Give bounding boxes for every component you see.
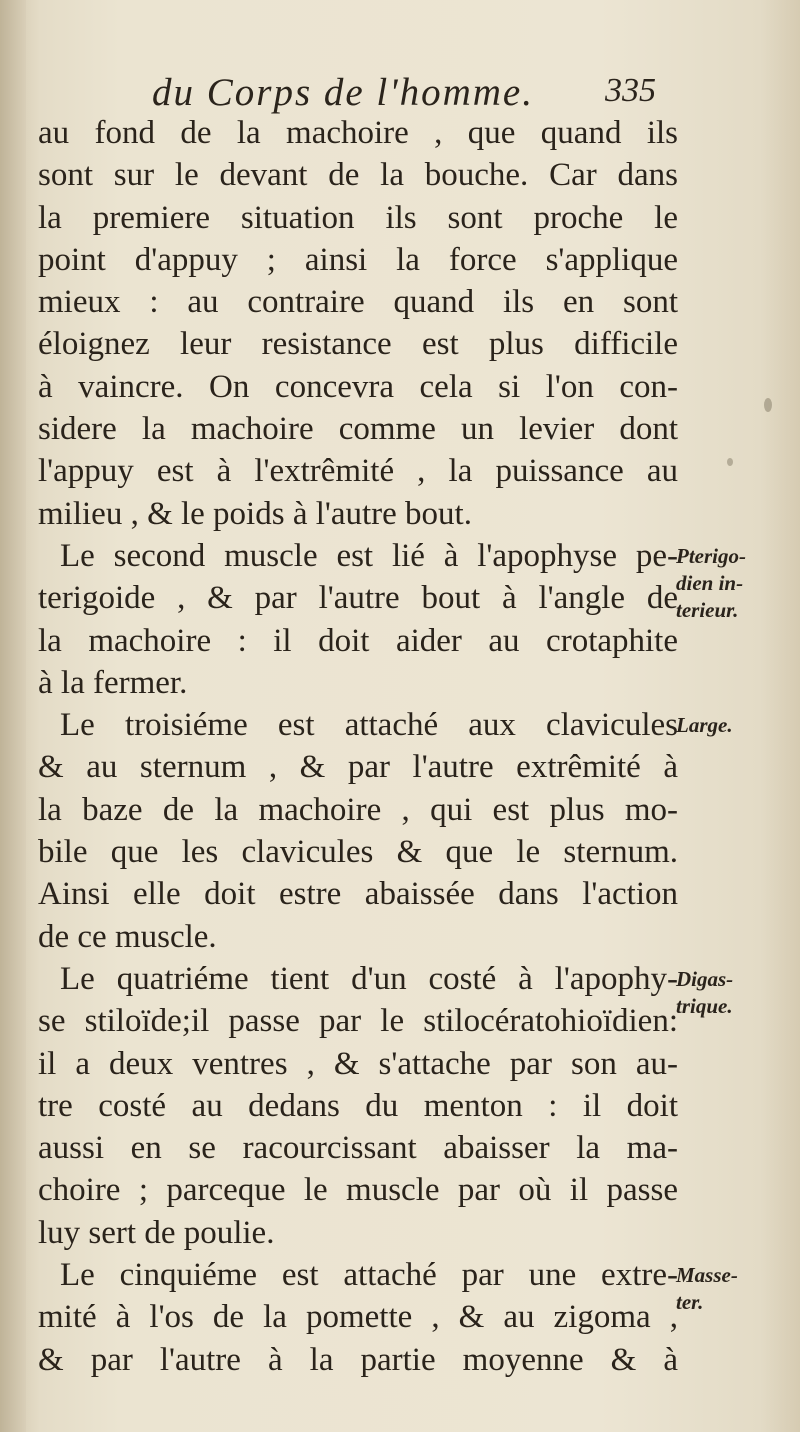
margin-note-line: terieur. <box>676 598 739 622</box>
running-title: du Corps de l'homme. <box>152 71 534 114</box>
text-line: la baze de la machoire , qui est plus mo- <box>38 791 678 828</box>
text-line: la machoire : il doit aider au crotaphite <box>38 622 678 659</box>
text-line: Le cinquiéme est attaché par une extre- <box>60 1257 678 1294</box>
margin-note <box>676 966 800 1020</box>
text-line: milieu , & le poids à l'autre bout. <box>38 495 472 532</box>
margin-note <box>676 1262 800 1316</box>
text-line: & au sternum , & par l'autre extrêmité à <box>38 749 678 786</box>
paper-spot <box>764 398 772 412</box>
text-line: de ce muscle. <box>38 918 217 955</box>
margin-note <box>676 543 800 624</box>
text-line: la premiere situation ils sont proche le <box>38 199 678 236</box>
margin-note-line: ter. <box>676 1290 704 1315</box>
margin-note-line: Large. <box>676 713 733 738</box>
text-line: à vaincre. On concevra cela si l'on con- <box>38 368 678 405</box>
text-line: au fond de la machoire , que quand ils <box>38 115 678 151</box>
text-line: mité à l'os de la pomette , & au zigoma , <box>38 1299 678 1336</box>
text-line: tre costé au dedans du menton : il doit <box>38 1087 678 1124</box>
text-line: Ainsi elle doit estre abaissée dans l'action <box>38 876 678 913</box>
text-line: Le quatriéme tient d'un costé à l'apophy- <box>60 960 678 997</box>
text-line: éloignez leur resistance est plus difficile <box>38 326 678 363</box>
text-line: Le second muscle est lié à l'apophyse pe- <box>60 537 678 574</box>
margin-note <box>676 712 800 739</box>
text-line: terigoide , & par l'autre bout à l'angle de <box>38 580 678 617</box>
margin-note-line: trique. <box>676 994 733 1018</box>
text-line: se stiloïde;il passe par le stilocératohioïdien: <box>38 1003 678 1040</box>
paper-spot <box>727 458 733 466</box>
text-line: l'appuy est à l'extrêmité , la puissance au <box>38 453 678 490</box>
text-line: bile que les clavicules & que le sternum. <box>38 834 678 871</box>
text-line: sont sur le devant de la bouche. Car dans <box>38 157 678 194</box>
page-number: 335 <box>605 72 656 109</box>
text-line: choire ; parceque le muscle par où il passe <box>38 1172 678 1209</box>
page-gutter-shadow <box>0 0 26 1432</box>
text-line: mieux : au contraire quand ils en sont <box>38 284 678 321</box>
body-text <box>38 112 678 1381</box>
margin-note-line: Digas- <box>676 967 734 991</box>
margin-note-line: Pterigo- <box>676 544 746 568</box>
text-line: à la fermer. <box>38 664 188 701</box>
text-line: il a deux ventres , & s'attache par son au- <box>38 1045 678 1082</box>
text-line: Le troisiéme est attaché aux clavicules <box>60 707 678 744</box>
margin-note-line: dien in- <box>676 571 744 595</box>
text-line: point d'appuy ; ainsi la force s'applique <box>38 241 678 278</box>
text-line: aussi en se racourcissant abaisser la ma- <box>38 1130 678 1167</box>
text-line: luy sert de poulie. <box>38 1214 275 1251</box>
text-line: sidere la machoire comme un levier dont <box>38 411 678 448</box>
margin-note-line: Masse- <box>676 1263 738 1288</box>
text-line: & par l'autre à la partie moyenne & à <box>38 1341 678 1378</box>
